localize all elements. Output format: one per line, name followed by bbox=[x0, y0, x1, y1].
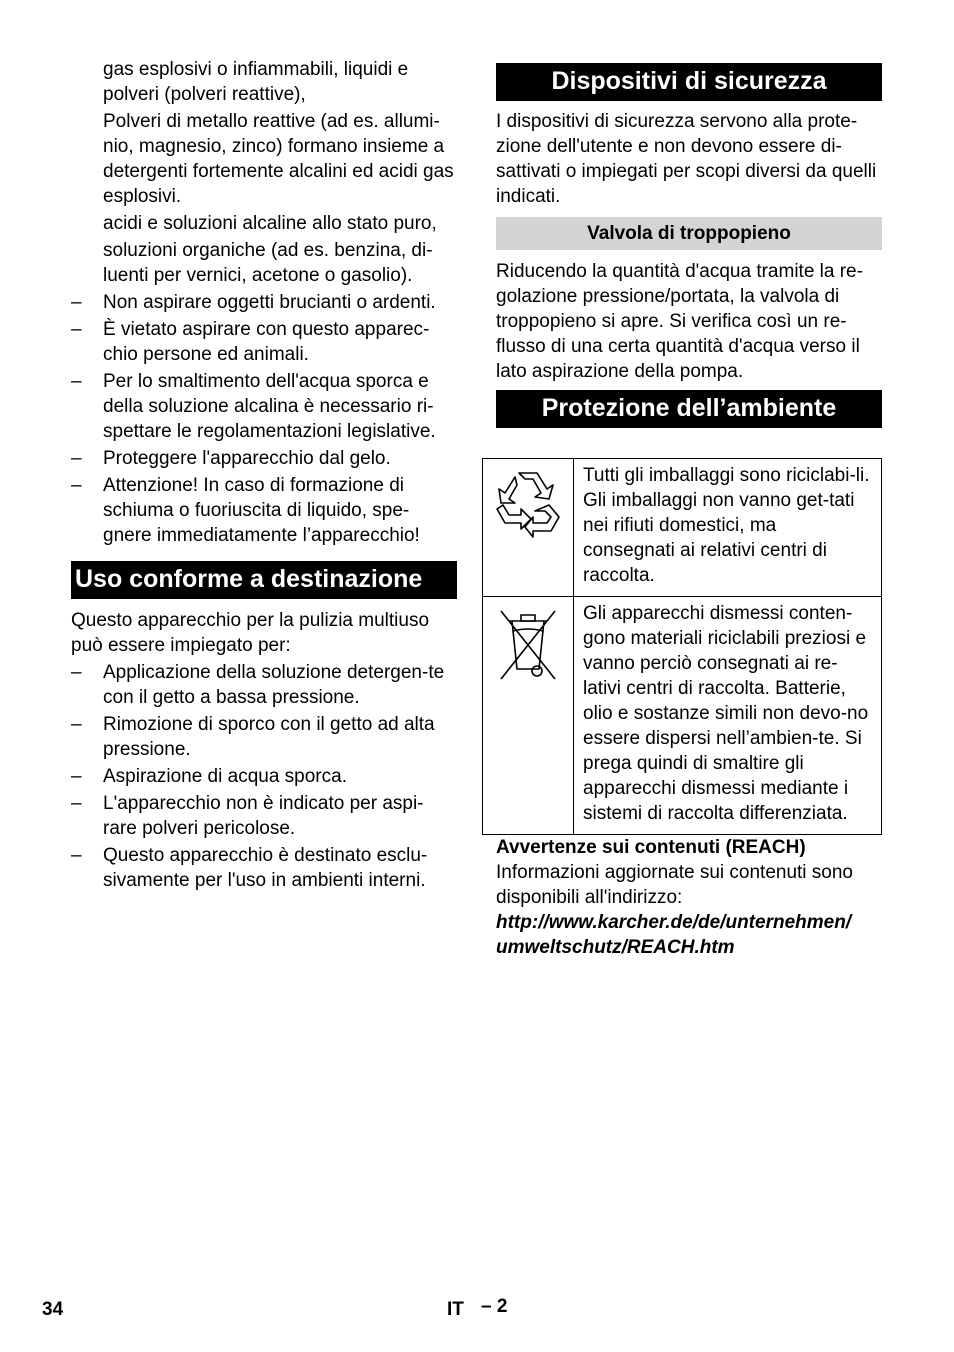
environment-table bbox=[482, 458, 882, 835]
reach-section bbox=[496, 835, 886, 960]
list-item: – Per lo smaltimento dell'acqua sporca e della soluzione alcalina è necessario ri-spettare le regolamentazioni legislative. bbox=[71, 371, 436, 442]
list-item: – L'apparecchio non è indicato per aspi-rare polveri pericolose. bbox=[71, 793, 424, 839]
list-item: – Non aspirare oggetti brucianti o ardenti. bbox=[71, 292, 436, 313]
paragraph: I dispositivi di sicurezza servono alla prote-zione dell'utente e non devono essere di-sattivati o impiegati per scopi diversi da quelli indicati. bbox=[496, 111, 877, 207]
crossed-bin-icon bbox=[497, 605, 559, 681]
language-code: IT bbox=[447, 1299, 464, 1320]
list-item: – Rimozione di sporco con il getto ad alta pressione. bbox=[71, 714, 435, 760]
paragraph: soluzioni organiche (ad es. benzina, di-luenti per vernici, acetone o gasolio). bbox=[103, 240, 433, 286]
paragraph: Riducendo la quantità d'acqua tramite la re-golazione pressione/portata, la valvola di troppopieno si apre. Si verifica così un re-flusso di una certa quantità d'acqua verso il lato aspirazione della pompa. bbox=[496, 261, 863, 382]
reach-title: Avvertenze sui contenuti (REACH) bbox=[496, 837, 806, 858]
reach-link[interactable]: umweltschutz/REACH.htm bbox=[496, 937, 735, 958]
list-item: – Questo apparecchio è destinato esclu-sivamente per l'uso in ambienti interni. bbox=[71, 845, 428, 891]
list-item: – Attenzione! In caso di formazione di schiuma o fuoriuscita di liquido, spe-gnere immediatamente l’apparecchio! bbox=[71, 475, 420, 546]
left-column bbox=[71, 57, 457, 895]
recycle-icon bbox=[491, 467, 565, 543]
paragraph: Questo apparecchio per la pulizia multiuso può essere impiegato per: bbox=[71, 610, 430, 656]
recycle-icon-cell bbox=[483, 459, 574, 597]
bullet-list bbox=[71, 290, 457, 548]
weee-icon-cell bbox=[483, 597, 574, 835]
reach-text: Informazioni aggiornate sui contenuti sono disponibili all'indirizzo: bbox=[496, 862, 854, 908]
list-item: – È vietato aspirare con questo apparec-chio persone ed animali. bbox=[71, 319, 430, 365]
section-heading: Uso conforme a destinazione bbox=[71, 561, 457, 599]
recycle-text: Tutti gli imballaggi sono riciclabi-li. Gli imballaggi non vanno get-tati nei rifiuti domestici, ma consegnati ai relativi centri di raccolta. bbox=[574, 459, 882, 597]
paragraph: gas esplosivi o infiammabili, liquidi e polveri (polveri reattive), bbox=[103, 59, 409, 105]
list-item: – Aspirazione di acqua sporca. bbox=[71, 766, 347, 787]
paragraph: acidi e soluzioni alcaline allo stato puro, bbox=[103, 213, 437, 234]
page-number: 34 bbox=[42, 1299, 64, 1320]
bullet-list bbox=[71, 660, 457, 893]
section-heading: Protezione dell’ambiente bbox=[496, 390, 882, 428]
table-row bbox=[483, 597, 882, 835]
section-heading: Dispositivi di sicurezza bbox=[496, 63, 882, 101]
table-row bbox=[483, 459, 882, 597]
sub-page-number: – 2 bbox=[481, 1296, 508, 1317]
list-item: – Proteggere l'apparecchio dal gelo. bbox=[71, 448, 391, 469]
subsection-heading: Valvola di troppopieno bbox=[496, 217, 882, 250]
right-column bbox=[496, 63, 882, 428]
reach-link[interactable]: http://www.karcher.de/de/unternehmen/ bbox=[496, 912, 852, 933]
paragraph: Polveri di metallo reattive (ad es. allumi-nio, magnesio, zinco) formano insieme a detergenti fortemente alcalini ed acidi gas esplosivi. bbox=[103, 111, 454, 207]
list-item: – Applicazione della soluzione detergen-te con il getto a bassa pressione. bbox=[71, 662, 445, 708]
disposal-text: Gli apparecchi dismessi conten-gono materiali riciclabili preziosi e vanno perciò consegnati ai re-lativi centri di raccolta. Batterie, olio e sostanze simili non devo-no essere dispersi nell’ambien-te. Si prega quindi di smaltire gli apparecchi dismessi mediante i sistemi di raccolta differenziata. bbox=[574, 597, 882, 835]
